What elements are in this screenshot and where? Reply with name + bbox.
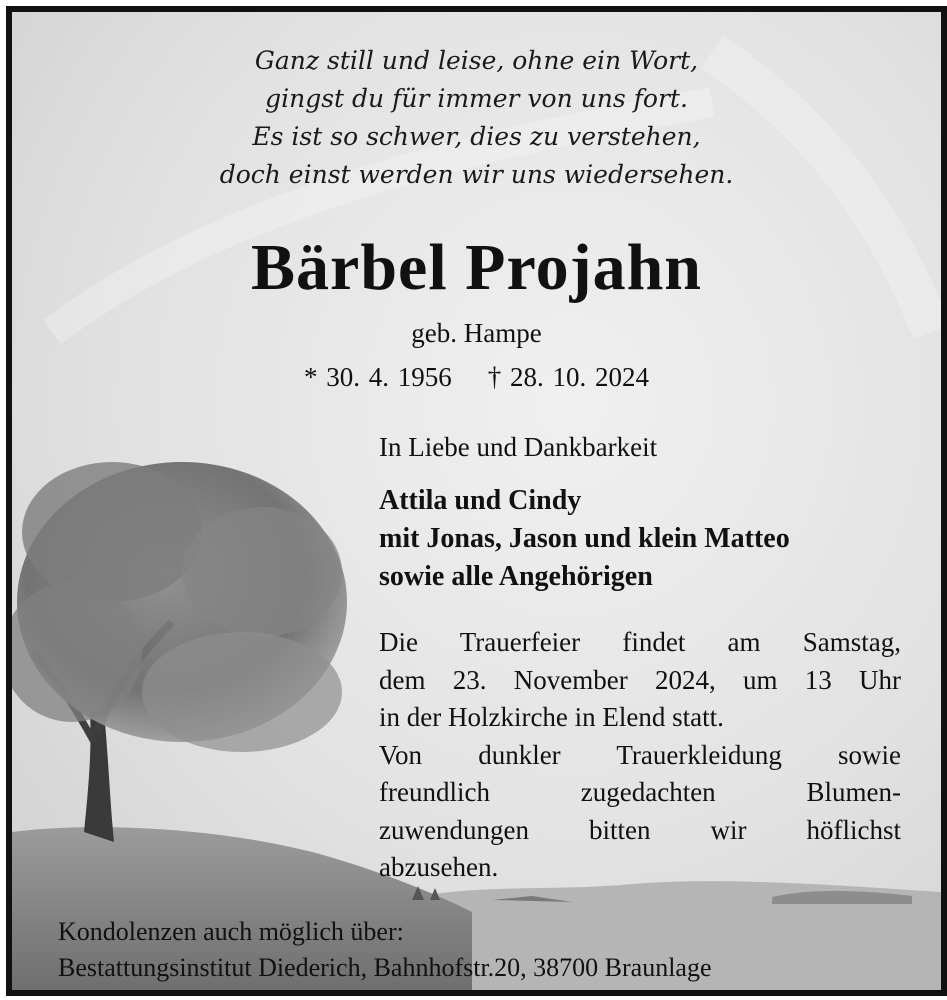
service-line: freundlich zugedachten Blumen- bbox=[379, 777, 901, 807]
birth-name: geb. Hampe bbox=[411, 318, 542, 348]
service-line: in der Holzkirche in Elend statt. bbox=[379, 702, 724, 732]
service-line: Die Trauerfeier findet am Samstag, bbox=[379, 627, 901, 657]
life-dates bbox=[12, 362, 941, 393]
mourners-intro: In Liebe und Dankbarkeit bbox=[379, 432, 658, 462]
obituary-notice bbox=[6, 6, 947, 996]
mourners-list bbox=[379, 482, 901, 596]
death-date: † 28. 10. 2024 bbox=[487, 362, 649, 392]
footer-line: Kondolenzen auch möglich über: bbox=[58, 917, 404, 946]
service-line: zuwendungen bitten wir höflichst bbox=[379, 814, 901, 845]
funeral-home-address: Bestattungsinstitut Diederich, Bahnhofstr.20, 38700 Braunlage bbox=[58, 953, 712, 982]
birth-date: * 30. 4. 1956 bbox=[304, 362, 452, 392]
poem-line: Ganz still und leise, ohne ein Wort, bbox=[254, 46, 699, 75]
deceased-name: Bärbel Projahn bbox=[251, 231, 702, 304]
service-line: Von dunkler Trauerkleidung sowie bbox=[379, 739, 901, 770]
service-line: dem 23. November 2024, um 13 Uhr bbox=[379, 664, 901, 695]
service-details bbox=[379, 624, 901, 887]
poem-line: Es ist so schwer, dies zu verstehen, bbox=[252, 122, 701, 151]
mourner-line: mit Jonas, Jason und klein Matteo bbox=[379, 523, 790, 554]
condolence-footer bbox=[58, 914, 712, 986]
service-line: abzusehen. bbox=[379, 852, 499, 882]
poem-line: doch einst werden wir uns wiedersehen. bbox=[219, 160, 734, 189]
mourner-line: sowie alle Angehörigen bbox=[379, 561, 653, 592]
poem-line: gingst du für immer von uns fort. bbox=[265, 84, 688, 113]
mourner-line: Attila und Cindy bbox=[379, 485, 582, 516]
memorial-poem bbox=[12, 42, 941, 194]
